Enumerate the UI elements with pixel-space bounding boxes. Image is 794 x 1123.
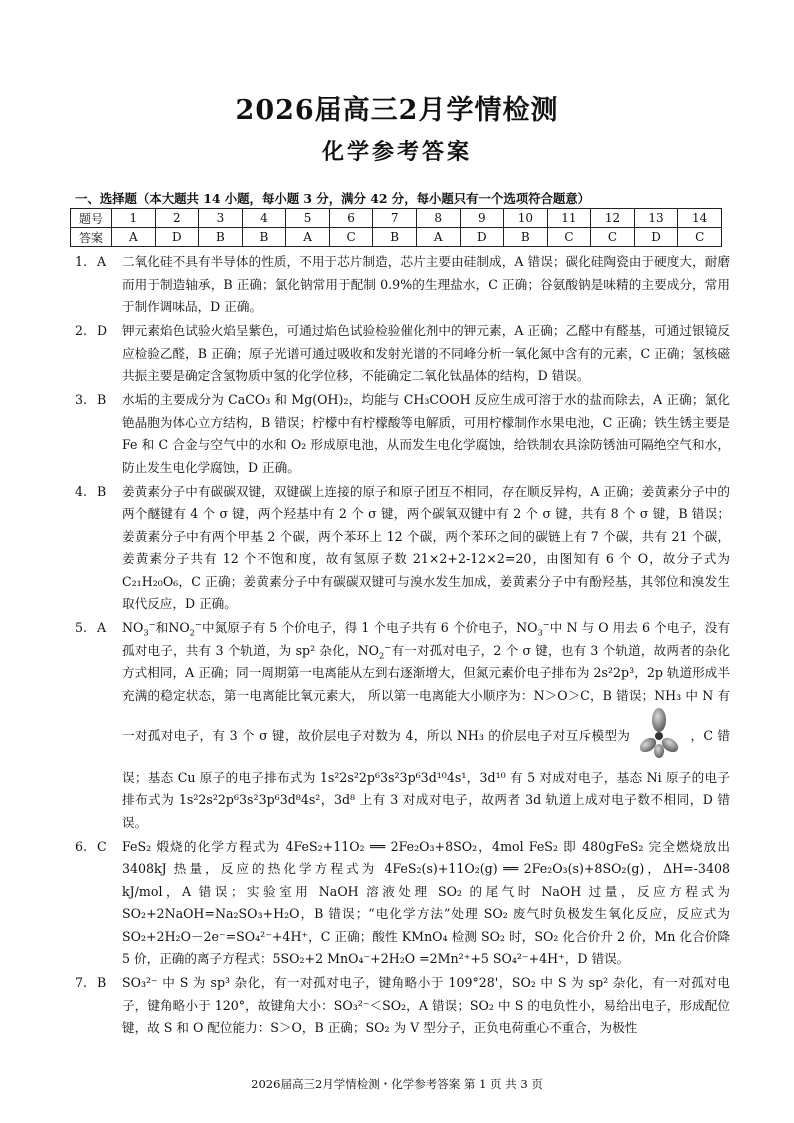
table-cell: 4 bbox=[242, 209, 286, 228]
item-answer: B bbox=[97, 975, 107, 990]
table-cell: 2 bbox=[155, 209, 199, 228]
table-cell: B bbox=[504, 228, 548, 247]
item-number: 1. bbox=[75, 254, 88, 269]
list-item bbox=[70, 617, 730, 834]
item-answer: B bbox=[97, 483, 107, 499]
list-item bbox=[70, 972, 730, 1040]
table-header-ans: 答案 bbox=[71, 228, 112, 247]
page-subtitle: 化学参考答案 bbox=[321, 139, 472, 165]
list-item bbox=[70, 320, 730, 388]
table-cell: A bbox=[112, 228, 156, 247]
equals-arrow-icon: ══ bbox=[503, 861, 519, 876]
table-cell: 8 bbox=[416, 209, 460, 228]
item-text: 水垢的主要成分为 CaCO₃ 和 Mg(OH)₂，均能与 CH₃COOH 反应生成可溶于水的盐而除去，A 正确；氯化铯晶胞为体心立方结构，B 错误；柠檬中有柠檬酸等电解质，可用柠檬制作水果电池，C 正确；铁生锈主要是 Fe 和 C 合金与空气中的水和 O₂ 形成原电池，从而发生电化学腐蚀，给铁制农具涂防锈油可隔绝空气和水，防止发生电化学腐蚀，D 正确。 bbox=[122, 392, 730, 475]
item-number: 2. bbox=[75, 323, 88, 338]
list-item bbox=[70, 389, 730, 479]
table-cell: B bbox=[199, 228, 243, 247]
table-cell: 5 bbox=[286, 209, 330, 228]
section-heading: 一、选择题（本大题共 14 小题，每小题 3 分，满分 42 分，每小题只有一个选项符合题意） bbox=[75, 191, 591, 206]
item-text: SO₃²⁻ 中 S 为 sp³ 杂化，有一对孤对电子，键角略小于 109°28'，SO₂ 中 S 为 sp² 杂化，有一对孤对电子，键角略小于 120°，故键角大小：SO₃²⁻＜SO₂，A 错误；SO₂ 中 S 的电负性小，易给出电子，形成配位键，故 S 和 O 配位能力：S＞O，B 正确；SO₂ 为 V 型分子，正负电荷重心不重合，为极性 bbox=[122, 975, 730, 1035]
list-item bbox=[70, 481, 730, 616]
table-cell: B bbox=[373, 228, 417, 247]
table-cell: D bbox=[460, 228, 504, 247]
item-answer: A bbox=[97, 254, 107, 269]
item-number: 7. bbox=[75, 975, 88, 990]
item-text: $NO_3^-$和$NO_2^-$中氮原子有 5 个价电子，得 1 个电子共有 6 个价电子，$NO_3^-$中 N 与 O 用去 6 个电子，没有孤对电子，共有 3 个轨道，为 sp² 杂化，$NO_2^-$有一对孤对电子，2 个 σ 键，也有 3 个轨道，故两者的杂化方式相同，A 正确；同一周期第一电离能从左到右逐渐增大，但氮元素价电子排布为 2s²2p³，2p 轨道形成半充满的稳定状态，第一电离能比氧元素大， 所以第一电离能大小顺序为：N＞O＞C，B 错误；NH₃ 中 N 有一对孤对电子，有 3 个 σ 键，故价层电子对数为 4，所以 NH₃ 的价层电子对互斥模型为 ，C 错误；基态 Cu 原子的电子排布式为 1s²2s²2p⁶3s²3p⁶3d¹⁰4s¹，3d¹⁰ 有 5 对成对电子，基态 Ni 原子的电子排布式为 1s²2s²2p⁶3s²3p⁶3d⁸4s²，3d⁸ 上有 3 对成对电子，故两者 3d 轨道上成对电子数不相同，D 错误。 bbox=[122, 618, 731, 830]
table-cell: C bbox=[547, 228, 591, 247]
table-cell: 11 bbox=[547, 209, 591, 228]
table-cell: 6 bbox=[329, 209, 373, 228]
table-cell: 10 bbox=[504, 209, 548, 228]
item-answer: D bbox=[97, 323, 108, 338]
table-cell: C bbox=[329, 228, 373, 247]
item-text: FeS₂ 煅烧的化学方程式为 4FeS₂+11O₂ ══ 2Fe₂O₃+8SO₂，4mol FeS₂ 即 480gFeS₂ 完全燃烧放出 3408kJ 热量，反应的热化学方程式为 4FeS₂(s)+11O₂(g) ══ 2Fe₂O₃(s)+8SO₂(g)，ΔH=-3408 kJ/mol，A 错误；实验室用 NaOH 溶液处理 SO₂ 的尾气时 NaOH 过量，反应方程式为 SO₂+2NaOH=Na₂SO₃+H₂O，B 错误；“电化学方法”处理 SO₂ 废气时负极发生氧化反应，反应式为 SO₂+2H₂O－2e⁻=SO₄²⁻+4H⁺，C 正确；酸性 KMnO₄ 检测 SO₂ 时，SO₂ 化合价升 2 价，Mn 化合价降 5 价，正确的离子方程式：5SO₂+2 MnO₄⁻+2H₂O =2Mn²⁺+5 SO₄²⁻+4H⁺，D 错误。 bbox=[122, 839, 730, 967]
item-answer: C bbox=[97, 838, 107, 854]
item-number: 6. bbox=[75, 838, 88, 854]
explanations bbox=[70, 251, 730, 1041]
table-cell: D bbox=[155, 228, 199, 247]
table-cell: 9 bbox=[460, 209, 504, 228]
item-number: 3. bbox=[75, 392, 88, 407]
table-cell: 3 bbox=[199, 209, 243, 228]
table-cell: 1 bbox=[112, 209, 156, 228]
table-cell: D bbox=[634, 228, 678, 247]
item-text: 二氧化硅不具有半导体的性质，不用于芯片制造，芯片主要由硅制成，A 错误；碳化硅陶瓷由于硬度大，耐磨而用于制造轴承，B 正确；氯化钠常用于配制 0.9%的生理盐水，C 正确；谷氨酸钠是味精的主要成分，常用于制作调味品，D 正确。 bbox=[122, 254, 730, 314]
table-cell: C bbox=[591, 228, 635, 247]
item-answer: B bbox=[97, 392, 107, 407]
table-row-numbers bbox=[71, 209, 722, 228]
table-cell: 14 bbox=[678, 209, 722, 228]
table-cell: A bbox=[286, 228, 330, 247]
item-answer: A bbox=[97, 620, 107, 635]
table-cell: 12 bbox=[591, 209, 635, 228]
table-header-num: 题号 bbox=[71, 209, 112, 228]
table-cell: 7 bbox=[373, 209, 417, 228]
answer-table bbox=[70, 208, 722, 247]
table-cell: C bbox=[678, 228, 722, 247]
item-number: 5. bbox=[75, 620, 88, 635]
table-cell: 13 bbox=[634, 209, 678, 228]
equals-arrow-icon: ══ bbox=[370, 838, 386, 854]
page-footer: 2026届高三2月学情检测・化学参考答案 第 1 页 共 3 页 bbox=[251, 1077, 543, 1091]
item-text: 姜黄素分子中有碳碳双键，双键碳上连接的原子和原子团互不相同，存在顺反异构，A 正确；姜黄素分子中的两个醚键有 4 个 σ 键，两个羟基中有 2 个 σ 键，两个碳氧双键中有 2 个 σ 键，共有 8 个 σ 键，B 错误；姜黄素分子中有两个甲基 2 个碳，两个苯环上 12 个碳，两个苯环之间的碳链上有 7 个碳，共有 21 个碳，姜黄素分子共有 12 个不饱和度，故有氢原子数 21×2+2-12×2=20，由图知有 6 个 O，故分子式为 C₂₁H₂₀O₆，C 正确；姜黄素分子中有碳碳双键可与溴水发生加成，姜黄素分子中有酚羟基，其邻位和溴发生取代反应，D 正确。 bbox=[122, 483, 730, 611]
page-title: 2026届高三2月学情检测 bbox=[235, 95, 559, 126]
tetrahedral-orbital-icon bbox=[636, 707, 682, 767]
table-cell: B bbox=[242, 228, 286, 247]
table-cell: A bbox=[416, 228, 460, 247]
item-text: 钾元素焰色试验火焰呈紫色，可通过焰色试验检验催化剂中的钾元素，A 正确；乙醛中有醛基，可通过银镜反应检验乙醛，B 正确；原子光谱可通过吸收和发射光谱的不同峰分析一氧化氮中含有的元素，C 正确；氢核磁共振主要是确定含氢物质中氢的化学位移，不能确定二氧化钛晶体的结构，D 错误。 bbox=[122, 323, 730, 383]
table-row-answers bbox=[71, 228, 722, 247]
item-number: 4. bbox=[75, 483, 88, 499]
list-item bbox=[70, 836, 730, 971]
list-item bbox=[70, 251, 730, 319]
